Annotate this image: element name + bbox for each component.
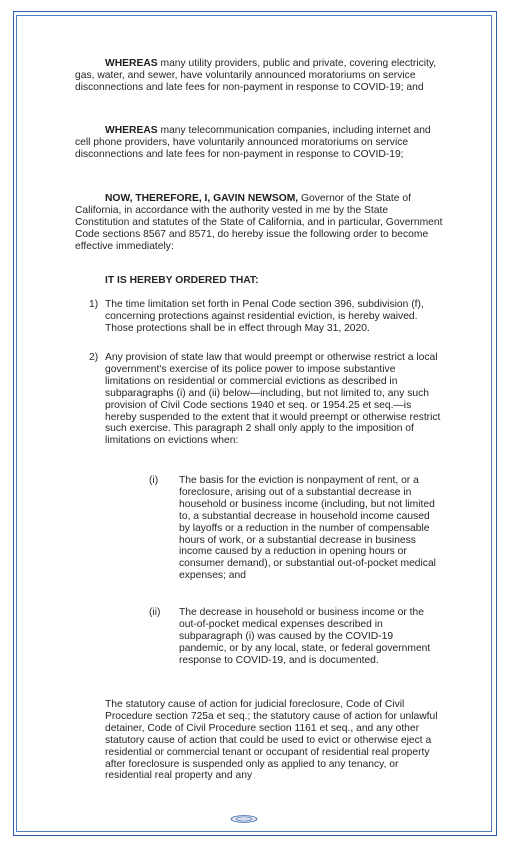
whereas-text: many telecommunication companies, including internet and cell phone providers, have voluntarily announced moratoriums on service disconnections and late fees for non-payment in response to COVID-19; — [75, 125, 431, 160]
order-item-1 — [75, 299, 443, 335]
subparagraph-number: (i) — [149, 475, 159, 486]
order-item-text: Any provision of state law that would preempt or otherwise restrict a local government's exercise of its police power to impose substantive limitations on residential or commercial evictions as described in subparagraphs (i) and (ii) below—including, but not limited to, any such provision of Civil Code sections 1940 et seq. or 1954.25 et seq.—is hereby suspended to the extent that it would preempt or otherwise restrict such exercise. This paragraph 2 shall only apply to the imposition of limitations on evictions when: — [105, 352, 441, 447]
ordered-heading: IT IS HEREBY ORDERED THAT: — [105, 275, 259, 286]
subparagraph-text: The basis for the eviction is nonpayment of rent, or a foreclosure, arising out of a substantial decrease in household or business income (including, but not limited to, a substantial decrease in household income caused by layoffs or a reduction in the number of compensable hours of work, or a substantial decrease in business income caused by a reduction in opening hours or consumer demand), or substantial out-of-pocket medical expenses; and — [179, 475, 436, 582]
order-item-number: 2) — [89, 352, 99, 363]
closing-paragraph: The statutory cause of action for judicial foreclosure, Code of Civil Procedure section 725a et seq.; the statutory cause of action for unlawful detainer, Code of Civil Procedure section 1161 et seq., and any other statutory cause of action that could be used to evict or otherwise eject a residential or commercial tenant or occupant of residential real property after foreclosure is suspended only as applied to any tenancy, or residential real property and any — [105, 699, 438, 782]
now-therefore-paragraph — [75, 193, 443, 253]
now-therefore-lead: NOW, THEREFORE, I, GAVIN NEWSOM, — [105, 193, 299, 204]
subparagraph-text: The decrease in household or business income or the out-of-pocket medical expenses described in subparagraph (i) was caused by the COVID-19 pandemic, or by any local, state, or federal government response to COVID-19, and is documented. — [179, 607, 431, 666]
now-therefore-text: Governor of the State of California, in accordance with the authority vested in me by the State Constitution and statutes of the State of California, and in particular, Government Code sections 8567 and 8571, do hereby issue the following order to become effective immediately: — [75, 193, 443, 252]
subparagraph-ii — [149, 607, 443, 667]
whereas-paragraph-2 — [75, 125, 443, 161]
whereas-text: many utility providers, public and private, covering electricity, gas, water, and sewer, have voluntarily announced moratoriums on service disconnections and late fees for non-payment in response to COVID-19; and — [75, 58, 437, 93]
subparagraph-i — [149, 475, 443, 582]
whereas-paragraph-1 — [75, 58, 443, 94]
state-seal-icon — [230, 815, 258, 823]
whereas-lead: WHEREAS — [105, 58, 158, 69]
whereas-lead: WHEREAS — [105, 125, 158, 136]
order-item-number: 1) — [89, 299, 99, 310]
order-item-text: The time limitation set forth in Penal Code section 396, subdivision (f), concerning protections against residential eviction, is hereby waived. Those protections shall be in effect through May 31, 2020. — [105, 299, 424, 334]
subparagraph-number: (ii) — [149, 607, 161, 618]
order-item-2 — [75, 352, 443, 447]
